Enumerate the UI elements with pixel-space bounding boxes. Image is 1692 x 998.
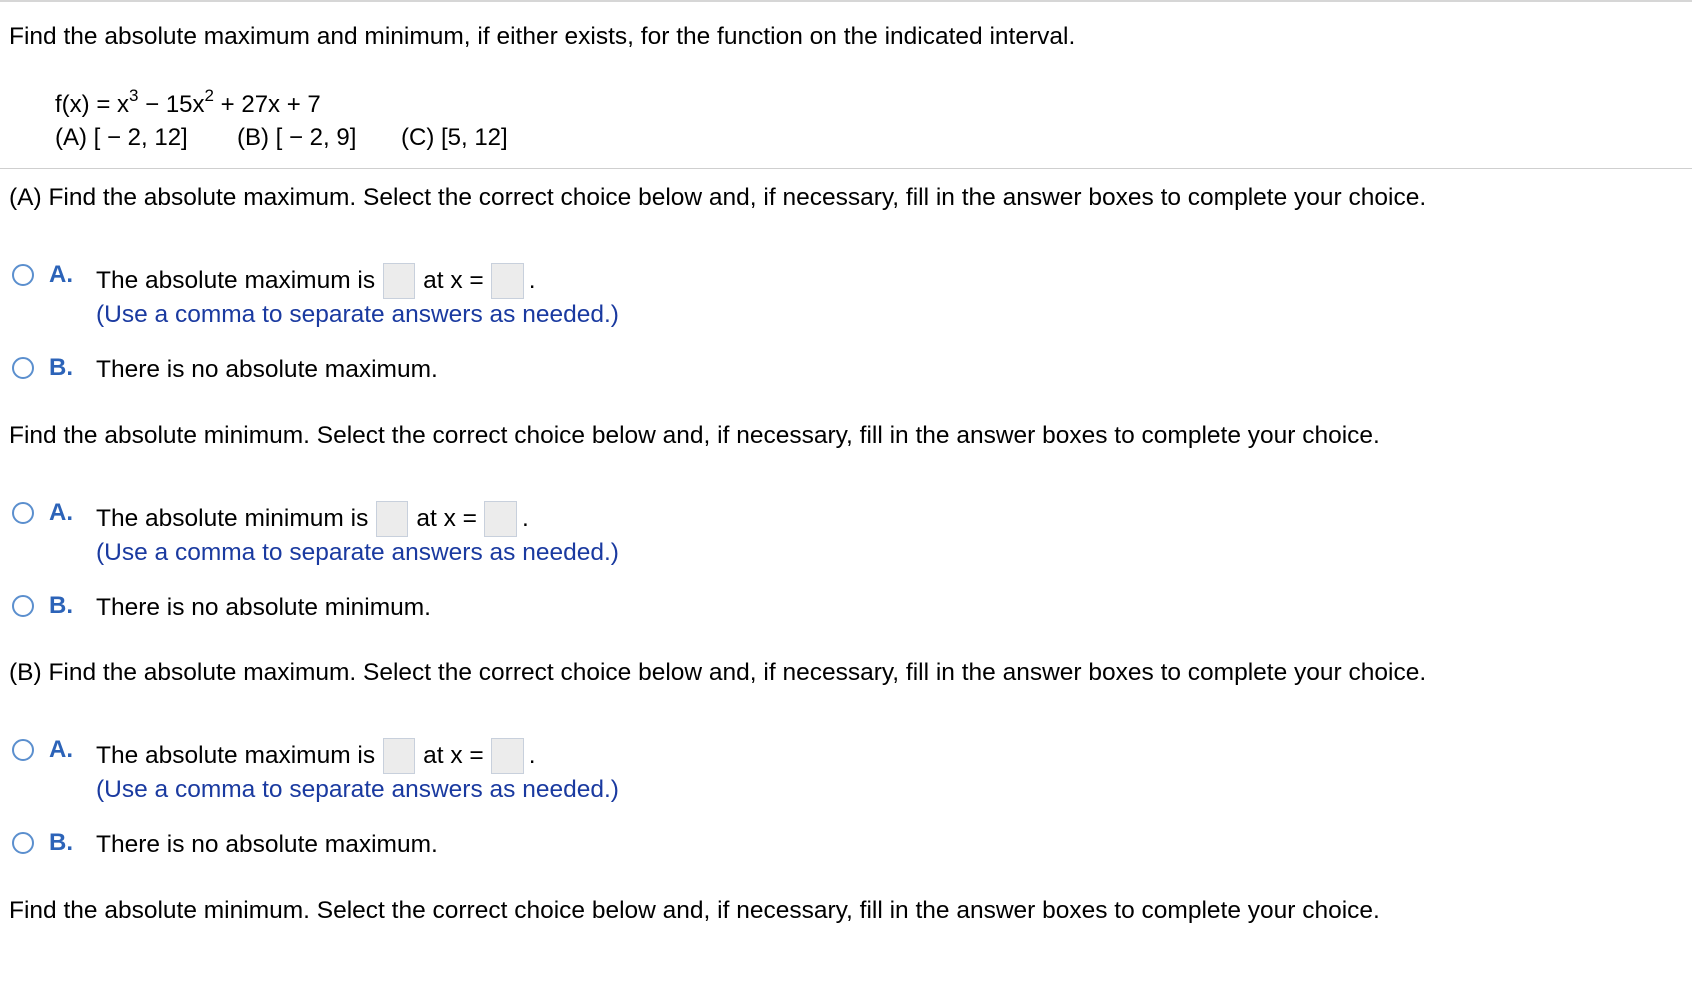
choice-text-after: . xyxy=(528,267,536,294)
choice-letter: A. xyxy=(49,736,73,763)
answer-hint: (Use a comma to separate answers as needed.) xyxy=(96,539,619,566)
answer-input-x[interactable] xyxy=(491,263,524,299)
interval-c: (C) [5, 12] xyxy=(401,124,508,151)
intervals-list xyxy=(55,124,508,152)
interval-b: (B) [ − 2, 9] xyxy=(237,124,357,151)
choice-text: There is no absolute minimum. xyxy=(96,594,431,621)
choice-text xyxy=(96,263,536,299)
exponent: 2 xyxy=(204,86,214,105)
radio-button[interactable] xyxy=(12,739,34,761)
choice-letter: B. xyxy=(49,354,73,381)
choice-text xyxy=(96,501,529,537)
top-divider xyxy=(0,0,1692,2)
choice-text-before: The absolute minimum is xyxy=(96,505,369,532)
answer-input-x[interactable] xyxy=(491,738,524,774)
interval-a: (A) [ − 2, 12] xyxy=(55,124,188,151)
radio-button[interactable] xyxy=(12,832,34,854)
section-prompt: Find the absolute minimum. Select the correct choice below and, if necessary, fill in the answer boxes to complete your choice. xyxy=(9,897,1380,924)
choice-text-mid: at x = xyxy=(423,267,484,294)
section-prompt: Find the absolute minimum. Select the correct choice below and, if necessary, fill in the answer boxes to complete your choice. xyxy=(9,422,1380,449)
function-part: − 15x xyxy=(138,91,205,118)
exponent: 3 xyxy=(129,86,139,105)
choice-letter: A. xyxy=(49,499,73,526)
section-prompt: (A) Find the absolute maximum. Select the correct choice below and, if necessary, fill in the answer boxes to complete your choice. xyxy=(9,184,1427,211)
radio-button[interactable] xyxy=(12,357,34,379)
choice-letter: B. xyxy=(49,592,73,619)
choice-text-after: . xyxy=(521,505,529,532)
function-part: + 27x + 7 xyxy=(214,91,321,118)
choice-text-before: The absolute maximum is xyxy=(96,267,376,294)
choice-text xyxy=(96,738,536,774)
answer-input-value[interactable] xyxy=(376,501,408,537)
choice-text-mid: at x = xyxy=(416,505,477,532)
radio-button[interactable] xyxy=(12,595,34,617)
answer-hint: (Use a comma to separate answers as needed.) xyxy=(96,301,619,328)
radio-button[interactable] xyxy=(12,264,34,286)
answer-input-value[interactable] xyxy=(383,263,415,299)
section-divider xyxy=(0,168,1692,169)
choice-letter: A. xyxy=(49,261,73,288)
choice-text: There is no absolute maximum. xyxy=(96,831,438,858)
section-prompt: (B) Find the absolute maximum. Select the correct choice below and, if necessary, fill in the answer boxes to complete your choice. xyxy=(9,659,1427,686)
function-part: f(x) = x xyxy=(55,91,130,118)
answer-input-value[interactable] xyxy=(383,738,415,774)
choice-text-mid: at x = xyxy=(423,742,484,769)
choice-text-before: The absolute maximum is xyxy=(96,742,376,769)
answer-input-x[interactable] xyxy=(484,501,517,537)
function-expression xyxy=(55,86,321,119)
choice-text-after: . xyxy=(528,742,536,769)
instruction-text: Find the absolute maximum and minimum, if either exists, for the function on the indicated interval. xyxy=(9,23,1076,50)
answer-hint: (Use a comma to separate answers as needed.) xyxy=(96,776,619,803)
choice-letter: B. xyxy=(49,829,73,856)
radio-button[interactable] xyxy=(12,502,34,524)
choice-text: There is no absolute maximum. xyxy=(96,356,438,383)
